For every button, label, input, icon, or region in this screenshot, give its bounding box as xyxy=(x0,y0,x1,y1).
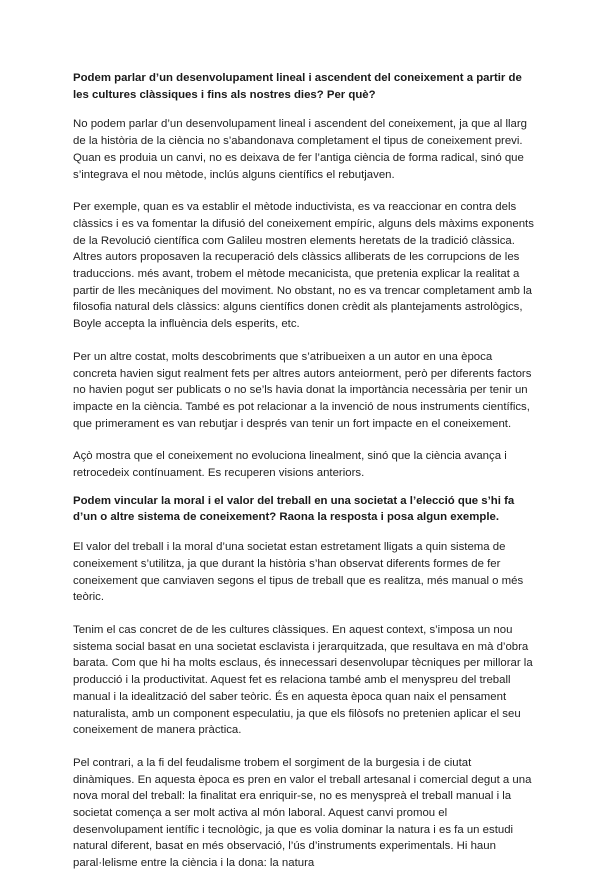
q2-paragraph-2: Tenim el cas concret de de les cultures clàssiques. En aquest context, s’imposa un nou sistema social basat en una societat esclavista i jerarquitzada, que resultava en mà d’obra barata. Com que hi ha molts esclaus, és innecessari desenvolupar tècniques per millorar la producció i la productivitat. Aquest fet es relaciona també amb el menyspreu del treball manual i la idealització del saber teòric. És en aquesta època quan naix el pensament naturalista, amb un component especulatiu, ja que els filòsofs no pretenien aplicar el seu coneixement de manera pràctica. xyxy=(73,623,533,737)
q1-paragraph-3: Per un altre costat, molts descobriments que s’atribueixen a un autor en una època concreta havien sigut realment fets per altres autors anteiorment, però per diferents factors no havien pogut ser publicats o no se’ls havia donat la importància necessària per tenir un impacte en la ciència. També es pot relacionar a la invenció de nous instruments científics, que primerament es van rebutjar i després van tenir un fort impacte en el coneixement. xyxy=(73,350,532,430)
q1-paragraph-2: Per exemple, quan es va establir el mètode inductivista, es va reaccionar en contra dels clàssics i es va fomentar la difusió del coneixement empíric, alguns dels màxims exponents de la Revolució científica com Galileu mostren elements heretats de la tradició clàssica. Altres autors proposaven la recuperació dels clàssics alliberats de les corrupcions de les traduccions. més avant, trobem el mètode mecanicista, que pretenia explicar la realitat a partir de lles mecàniques del moviment. No obstant, no es va trencar completament amb la filosofia natural dels clàssics: alguns científics donen crèdit als plantejaments astrològics, Boyle accepta la influència dels esperits, etc. xyxy=(73,201,534,331)
question-2-heading: Podem vincular la moral i el valor del treball en una societat a l’elecció que s’hi fa d’un o altre sistema de coneixement? Raona la resposta i posa algun exemple. xyxy=(73,494,515,524)
q1-paragraph-4: Açò mostra que el coneixement no evoluciona linealment, sinó que la ciència avança i retrocedeix contínuament. Es recuperen visions anteriors. xyxy=(73,450,507,480)
q2-paragraph-1: El valor del treball i la moral d’una societat estan estretament lligats a quin sistema de coneixement s’utilitza, ja que durant la història s’han observat diferents formes de fer coneixement que canviaven segons el tipus de treball que es realitza, més manual o més teòric. xyxy=(73,541,524,604)
question-1-heading: Podem parlar d’un desenvolupament lineal i ascendent del coneixement a partir de les cultures clàssiques i fins als nostres dies? Per què? xyxy=(73,72,522,101)
q2-paragraph-3: Pel contrari, a la fi del feudalisme trobem el sorgiment de la burgesia i de ciutat dinàmiques. En aquesta època es pren en valor el treball artesanal i comercial degut a una nova moral del treball: la finalitat era enriquir-se, no es menyspreà el treball manual i la societat comença a ser molt activa al món laboral. Aquest canvi promou el desenvolupament ientífic i tecnològic, ja que es volia dominar la natura i es fa un estudi natural diferent, basat en més observació, l’ús d’instruments experimentals. Hi haun paral·lelisme entre la ciència i la dona: la natura xyxy=(73,756,532,870)
q1-paragraph-1: No podem parlar d’un desenvolupament lineal i ascendent del coneixement, ja que al llarg de la història de la ciència no s’abandonava completament el tipus de coneixement previ. Quan es produia un canvi, no es deixava de fer l’antiga ciència de forma radical, sinó que s’integrava el nou mètode, inclús alguns científics el rebutjaven. xyxy=(73,118,528,181)
